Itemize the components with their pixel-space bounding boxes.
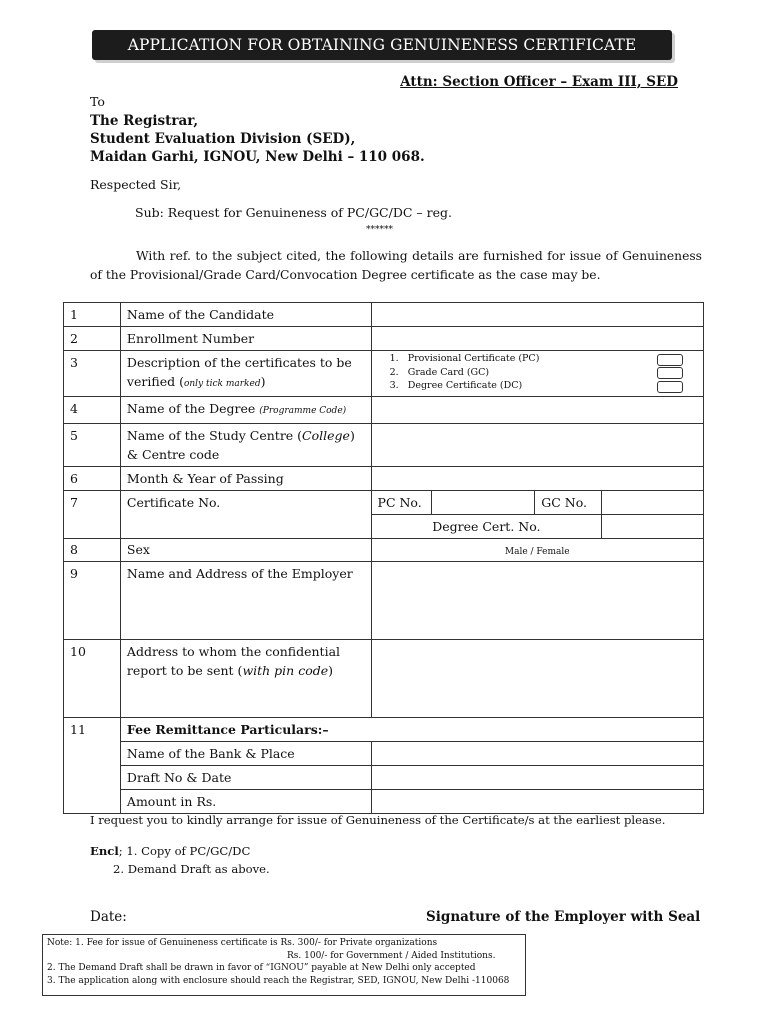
address-line-1: The Registrar, [90, 113, 199, 129]
sex-field[interactable]: Male / Female [371, 539, 703, 562]
gc-no-field[interactable] [602, 491, 704, 515]
field-label: Name of the Candidate [120, 303, 371, 327]
request-line: I request you to kindly arrange for issue of Genuineness of the Certificate/s at the earliest please. [90, 813, 666, 827]
field-label: Name of the Study Centre (College) & Centre code [120, 424, 371, 467]
field-label: Sex [120, 539, 371, 562]
field-label: Address to whom the confidential report to be sent (with pin code) [120, 640, 371, 718]
row-number: 3 [64, 351, 121, 397]
details-table [63, 302, 704, 814]
row-number: 9 [64, 562, 121, 640]
table-row [64, 351, 704, 397]
row-number: 4 [64, 397, 121, 424]
to-label: To [90, 94, 105, 109]
gc-no-label: GC No. [535, 491, 602, 515]
row-number: 5 [64, 424, 121, 467]
draft-no-field[interactable] [371, 766, 703, 790]
table-row [64, 562, 704, 640]
bank-place-field[interactable] [371, 742, 703, 766]
row-number: 11 [64, 718, 121, 814]
fee-section-heading: Fee Remittance Particulars:– [120, 718, 703, 742]
pc-no-field[interactable] [432, 491, 535, 515]
table-row [64, 766, 704, 790]
table-row [64, 718, 704, 742]
intro-paragraph: With ref. to the subject cited, the following details are furnished for issue of Genuineness of the Provisional/Grade Card/Convocation Degree certificate as the case may be. [90, 249, 702, 282]
field-label: Draft No & Date [120, 766, 371, 790]
date-label: Date: [90, 909, 127, 925]
table-row [64, 467, 704, 491]
confidential-address-field[interactable] [371, 640, 703, 718]
field-label: Month & Year of Passing [120, 467, 371, 491]
field-label: Description of the certificates to be verified (only tick marked) [120, 351, 371, 397]
dc-checkbox[interactable] [657, 381, 683, 393]
field-label: Name of the Bank & Place [120, 742, 371, 766]
table-row [64, 491, 704, 515]
degree-cert-field[interactable] [602, 515, 704, 539]
field-label: Name and Address of the Employer [120, 562, 371, 640]
note-line-1: Note: 1. Fee for issue of Genuineness certificate is Rs. 300/- for Private organizations [47, 938, 438, 948]
note-line-3: 3. The application along with enclosure should reach the Registrar, SED, IGNOU, New Delhi -110068 [47, 975, 510, 986]
separator-stars: ****** [366, 225, 393, 235]
degree-name-field[interactable] [371, 397, 703, 424]
row-number: 8 [64, 539, 121, 562]
row-number: 7 [64, 491, 121, 539]
table-row [64, 303, 704, 327]
note-line-1b: Rs. 100/- for Government / Aided Institutions. [287, 950, 496, 961]
row-number: 2 [64, 327, 121, 351]
table-row [64, 742, 704, 766]
table-row [64, 327, 704, 351]
field-label: Certificate No. [120, 491, 371, 539]
table-row [64, 790, 704, 814]
field-label: Enrollment Number [120, 327, 371, 351]
note-line-2: 2. The Demand Draft shall be drawn in favor of “IGNOU” payable at New Delhi only accepted [47, 963, 476, 973]
table-row [64, 539, 704, 562]
row-number: 1 [64, 303, 121, 327]
enclosure-2: 2. Demand Draft as above. [113, 862, 270, 876]
enclosure-1: Encl; 1. Copy of PC/GC/DC [90, 844, 251, 858]
gc-checkbox[interactable] [657, 367, 683, 379]
certificate-options: 1. Provisional Certificate (PC) 2. Grade Card (GC) 3. Degree Certificate (DC) [371, 351, 703, 397]
amount-field[interactable] [371, 790, 703, 814]
table-row [64, 424, 704, 467]
table-row [64, 397, 704, 424]
row-number: 10 [64, 640, 121, 718]
salutation: Respected Sir, [90, 177, 182, 192]
study-centre-field[interactable] [371, 424, 703, 467]
attn-line: Attn: Section Officer – Exam III, SED [400, 74, 678, 90]
note-box [42, 934, 526, 996]
row-number: 6 [64, 467, 121, 491]
candidate-name-field[interactable] [371, 303, 703, 327]
form-title: APPLICATION FOR OBTAINING GENUINENESS CERTIFICATE [92, 30, 672, 60]
signature-label: Signature of the Employer with Seal [426, 909, 701, 925]
table-row [64, 640, 704, 718]
field-label: Name of the Degree (Programme Code) [120, 397, 371, 424]
address-line-3: Maidan Garhi, IGNOU, New Delhi – 110 068. [90, 149, 425, 165]
address-line-2: Student Evaluation Division (SED), [90, 131, 356, 147]
subject-line: Sub: Request for Genuineness of PC/GC/DC – reg. [135, 205, 452, 220]
pc-no-label: PC No. [371, 491, 432, 515]
pc-checkbox[interactable] [657, 354, 683, 366]
enrollment-number-field[interactable] [371, 327, 703, 351]
field-label: Amount in Rs. [120, 790, 371, 814]
employer-address-field[interactable] [371, 562, 703, 640]
degree-cert-label: Degree Cert. No. [371, 515, 602, 539]
passing-date-field[interactable] [371, 467, 703, 491]
